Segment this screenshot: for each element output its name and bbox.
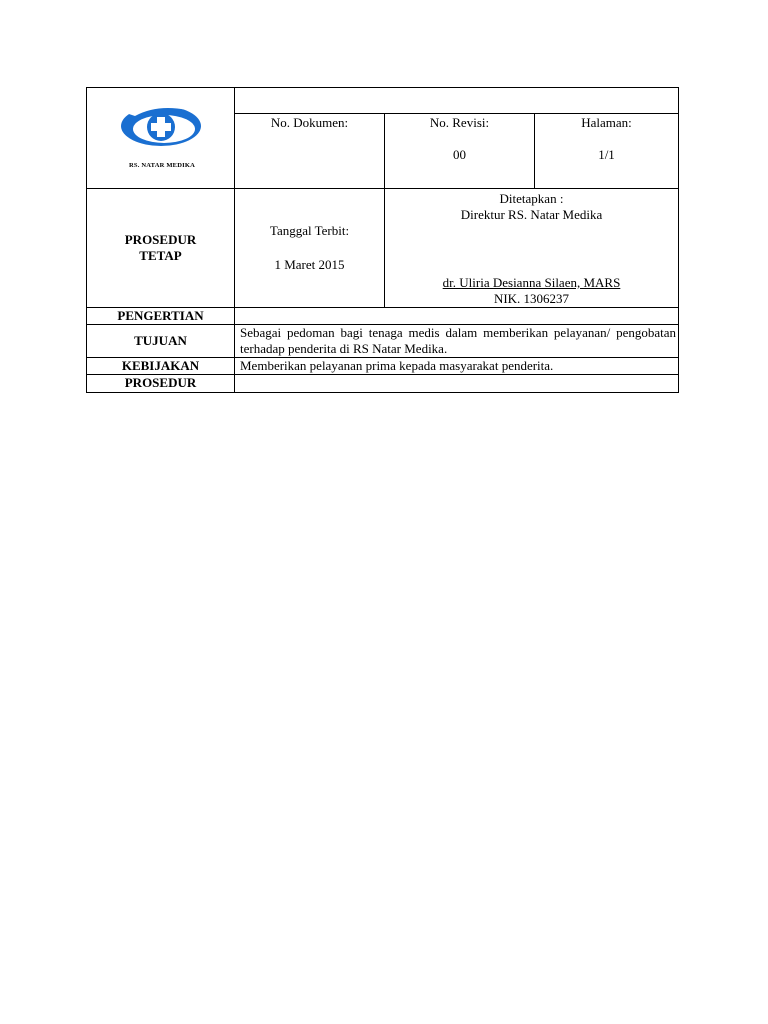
section-row-pengertian xyxy=(87,308,679,325)
tanggal-terbit-label: Tanggal Terbit: xyxy=(269,223,350,238)
sop-document xyxy=(86,87,678,393)
signatory-nik: NIK. 1306237 xyxy=(493,291,570,306)
ditetapkan-cell xyxy=(385,189,679,308)
section-content: Sebagai pedoman bagi tenaga medis dalam memberikan pelayanan/ pengobatan terhadap penderita di RS Natar Medika. xyxy=(235,325,679,358)
section-label: KEBIJAKAN xyxy=(87,358,235,375)
procedure-type-line2: TETAP xyxy=(139,248,182,263)
section-content: Memberikan pelayanan prima kepada masyarakat penderita. xyxy=(235,358,679,375)
section-label: TUJUAN xyxy=(87,325,235,358)
logo-cell xyxy=(87,88,235,189)
hospital-logo xyxy=(117,102,207,174)
section-label: PENGERTIAN xyxy=(87,308,235,325)
logo-caption: RS. NATAR MEDIKA xyxy=(129,162,195,169)
procedure-type-line1: PROSEDUR xyxy=(124,232,197,247)
procedure-type xyxy=(87,189,235,308)
section-content xyxy=(235,375,679,393)
ditetapkan-by: Direktur RS. Natar Medika xyxy=(460,207,603,222)
halaman-cell xyxy=(535,114,679,189)
sop-table xyxy=(86,87,679,393)
no-revisi-label: No. Revisi: xyxy=(429,115,490,130)
medical-cross-logo-icon xyxy=(117,102,207,152)
tanggal-terbit-cell xyxy=(235,189,385,308)
no-dokumen-cell xyxy=(235,114,385,189)
section-row-prosedur xyxy=(87,375,679,393)
section-label: PROSEDUR xyxy=(87,375,235,393)
no-dokumen-label: No. Dokumen: xyxy=(270,115,349,130)
tanggal-terbit-value: 1 Maret 2015 xyxy=(274,257,345,272)
section-content xyxy=(235,308,679,325)
no-revisi-value: 00 xyxy=(453,147,466,162)
section-row-kebijakan xyxy=(87,358,679,375)
signatory-name: dr. Uliria Desianna Silaen, MARS xyxy=(442,275,621,290)
section-row-tujuan xyxy=(87,325,679,358)
header-title-row xyxy=(87,88,679,114)
document-title xyxy=(235,88,679,114)
no-revisi-cell xyxy=(385,114,535,189)
ditetapkan-label: Ditetapkan : xyxy=(499,191,564,206)
halaman-value: 1/1 xyxy=(598,147,615,162)
procedure-row xyxy=(87,189,679,308)
halaman-label: Halaman: xyxy=(581,115,632,130)
